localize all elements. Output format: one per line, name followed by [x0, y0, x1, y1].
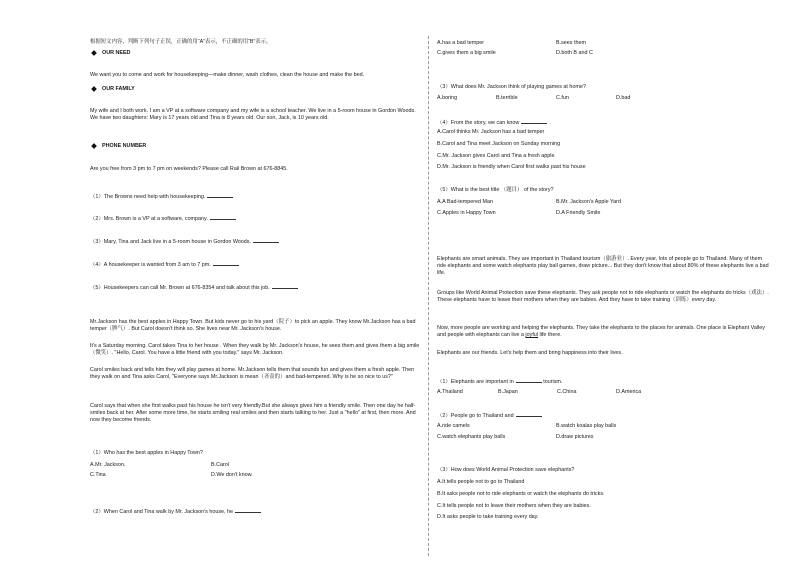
option-d[interactable]: D.A Friendly Smile — [556, 210, 601, 216]
section-heading: OUR FAMILY — [90, 86, 420, 93]
option-c[interactable]: C.Apples in Happy Town — [437, 210, 496, 216]
mc-question: （3）How does World Animal Protection save elephants? — [437, 467, 575, 473]
passage-paragraph: Now, more people are working and helping the elephants. They take the elephants to the places for animals. One place is Elephant Valley and people with elephants can live a joyful life there. — [437, 325, 765, 338]
instruction: 根据短文内容，判断下列句子正误，正确的用“A”表示，不正确的用“B”表示。 — [90, 39, 272, 45]
section-text: My wife and I both work. I am a VP at a software company and my wife is a school teacher. We live in a 5-room house in Gordon Woods. We have two daughters: Mary is 17 years old and Tina is 8 years old. Our son, Jack, is 10 years old. — [90, 108, 416, 121]
answer-blank[interactable] — [516, 377, 542, 383]
answer-blank[interactable] — [253, 237, 279, 243]
option-b[interactable]: B.It asks people not to ride elephants or watch the elephants do tricks. — [437, 491, 605, 497]
section-text: Are you free from 3 pm to 7 pm on weekends? Please call Rail Brown at 676-8845. — [90, 166, 288, 172]
option-d[interactable]: D.We don't know. — [211, 472, 253, 478]
option-b[interactable]: B.Carol and Tina meet Jackson on Sunday morning — [437, 141, 561, 147]
answer-blank[interactable] — [272, 283, 298, 289]
option-b[interactable]: B.Japan — [498, 389, 518, 395]
option-c[interactable]: C.fun — [556, 95, 569, 101]
answer-blank[interactable] — [210, 214, 236, 220]
mc-question: （1）Elephants are important in tourism. — [437, 379, 563, 385]
option-d[interactable]: D.America — [616, 389, 642, 395]
mc-question: （5）What is the best title （题目） of the story? — [437, 187, 554, 193]
option-a[interactable]: A.Mr. Jackson. — [90, 462, 126, 468]
mc-question: （3）What does Mr. Jackson think of playing games at home? — [437, 84, 586, 90]
section-heading: OUR NEED — [90, 50, 420, 57]
section-heading: PHONE NUMBER — [90, 143, 420, 150]
option-d[interactable]: D.Mr. Jackson is friendly when Carol first walks past his house — [437, 164, 586, 170]
mc-question: （2）People go to Thailand and — [437, 411, 770, 420]
underlined-word: joyful — [525, 332, 539, 338]
tf-question: （5）Housekeepers can call Mr. Brown at 676-8354 and talk about this job. — [90, 283, 420, 292]
story-paragraph: Carol smiles back and tells him they will play games at home. Mr.Jackson tells them that sounds fun and gives them a fresh apple. Then they walk on and Tina asks Carol, "Everyone says Mr.Jackson is mean（吝啬的）and bad-tempered. Why is he so nice to us?" — [90, 367, 415, 380]
column-divider — [428, 36, 429, 556]
option-d[interactable]: D.draw pictures — [556, 434, 594, 440]
option-c[interactable]: C.It tells people not to leave their mothers when they are babies. — [437, 503, 591, 509]
option-b[interactable]: B.Mr. Jackson's Apple Yard — [556, 199, 621, 205]
option-b[interactable]: B.sees them — [556, 40, 586, 46]
option-a[interactable]: A.has a bad temper — [437, 40, 485, 46]
tf-question: （1）The Browns need help with housekeeping. — [90, 192, 420, 201]
passage-paragraph: Elephants are our friends. Let's help them and bring happiness into their lives. — [437, 350, 623, 356]
mc-question: （2）When Carol and Tina walk by Mr. Jackson's house, he — [90, 507, 420, 516]
passage-paragraph: Elephants are smart animals. They are important in Thailand tourism（旅游业）. Every year, lots of people go to Thailand. Many of them ride elephants and some watch elephants play ball games, draw picture... But they don't know that about 80% of these elephants live a bad life. — [437, 256, 769, 276]
option-b[interactable]: B.terrible — [496, 95, 518, 101]
option-c[interactable]: C.Tina — [90, 472, 106, 478]
option-c[interactable]: C.China — [557, 389, 577, 395]
option-d[interactable]: D.both B and C — [556, 50, 593, 56]
option-b[interactable]: B.Carol — [211, 462, 229, 468]
option-a[interactable]: A.A Bad-tempered Man — [437, 199, 494, 205]
option-d[interactable]: D.It asks people to take training every day. — [437, 514, 539, 520]
tf-question: （3）Mary, Tina and Jack live in a 5-room house in Gordon Woods. — [90, 237, 420, 246]
mc-question: （1）Who has the best apples in Happy Town? — [90, 450, 203, 456]
answer-blank[interactable] — [235, 507, 261, 513]
option-c[interactable]: C.gives them a big smile — [437, 50, 496, 56]
mc-question: （4）From the story, we can know — [437, 118, 770, 127]
option-a[interactable]: A.ride camels — [437, 423, 470, 429]
option-a[interactable]: A.Carol thinks Mr. Jackson has a bad temper — [437, 129, 545, 135]
story-paragraph: Carol says that when she first walks past his house he isn't very friendly.But she always gives him a friendly smile. Then one day he half-smiles back at her. After some more time, he starts smiling real smiles and then starts talking to her. Just a "hello" at first, then more. And now they become friends. — [90, 403, 416, 423]
option-b[interactable]: B.watch koalas play balls — [556, 423, 617, 429]
option-c[interactable]: C.Mr. Jackson gives Carol and Tina a fresh apple — [437, 153, 555, 159]
answer-blank[interactable] — [213, 260, 239, 266]
answer-blank[interactable] — [207, 192, 233, 198]
diamond-bullet-icon — [91, 86, 97, 92]
story-paragraph: Mr.Jackson has the best apples in Happy Town. But kids never go to his yard（院子）to pick an apple. They know Mr.Jackson has a bad temper（脾气）. But Carol doesn't think so. She lives near Mr. Jackson's house. — [90, 319, 416, 332]
diamond-bullet-icon — [91, 143, 97, 149]
answer-blank[interactable] — [521, 118, 547, 124]
option-a[interactable]: A.boring — [437, 95, 458, 101]
option-d[interactable]: D.bad — [616, 95, 631, 101]
tf-question: （2）Mrs. Brown is a VP at a software, company. — [90, 214, 420, 223]
tf-question: （4）A housekeeper is wanted from 3 am to 7 pm. — [90, 260, 420, 269]
option-a[interactable]: A.Thailand — [437, 389, 463, 395]
diamond-bullet-icon — [91, 50, 97, 56]
story-paragraph: It's a Saturday morning. Carol takes Tina to her house . When they walk by Mr. Jackson's house, he sees them and gives them a big smile（微笑）. "Hello, Carol. You have a little friend with you today." says Mr. Jackson. — [90, 343, 420, 356]
section-text: We want you to come and work for housekeeping—make dinner, wash clothes, clean the house and make the bed. — [90, 72, 365, 78]
option-a[interactable]: A.It tells people not to go to Thailand — [437, 479, 525, 485]
passage-paragraph: Groups like World Animal Protection save these elephants. They ask people not to ride elephants or watch the elephants do tricks（戏法）. These elephants have to leave their mothers when they are babies. And they have to take training（训练）every day. — [437, 290, 769, 303]
answer-blank[interactable] — [516, 411, 542, 417]
option-c[interactable]: C.watch elephants play balls — [437, 434, 506, 440]
